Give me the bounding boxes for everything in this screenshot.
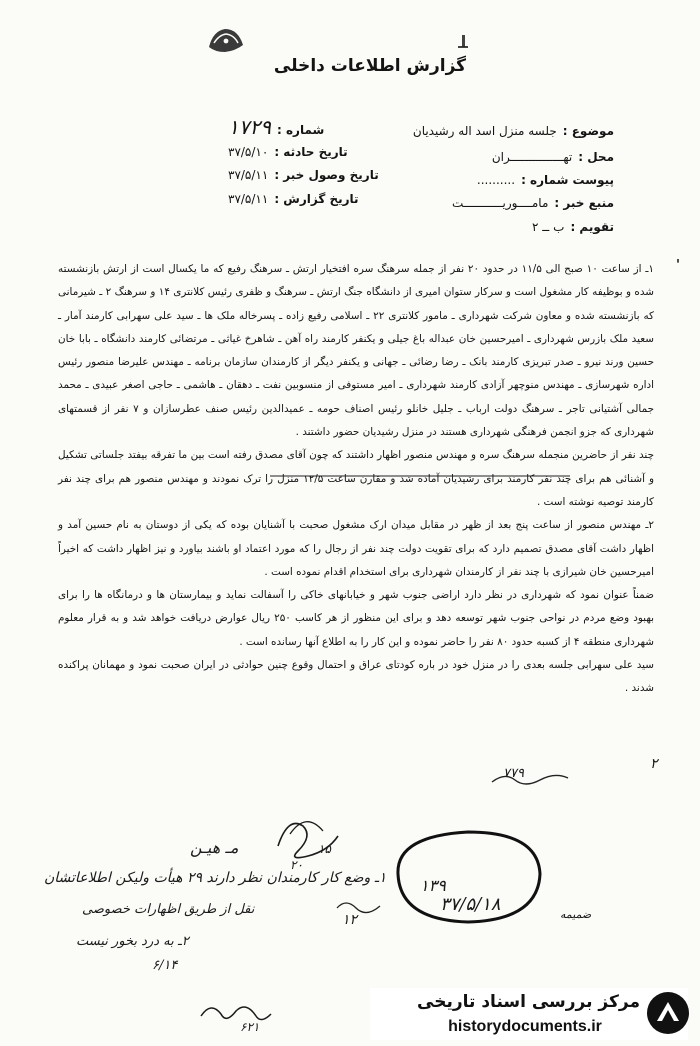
number-row	[228, 115, 324, 139]
handwritten-note-line2: نقل از طریق اظهارات خصوصی	[82, 902, 255, 917]
source-value: مامــــوریـــــــــــت	[452, 196, 549, 210]
evaluation-label: تقویم :	[570, 220, 614, 234]
handwritten-signature-sub: ۲۰	[290, 858, 303, 872]
event-date-label: تاریخ حادثه :	[274, 145, 348, 159]
evaluation-row	[532, 220, 614, 234]
margin-number: ۲	[650, 756, 658, 772]
signature-mark	[268, 806, 358, 876]
circled-date: ۳۷/۵/۱۸	[440, 894, 501, 915]
number-label: شماره :	[276, 123, 325, 137]
source-label: منبع خبر :	[554, 196, 614, 210]
document-title: گزارش اطلاعات داخلی	[273, 56, 467, 76]
place-label: محل :	[578, 150, 614, 164]
receipt-date-value: ۳۷/۵/۱۱	[228, 168, 269, 182]
report-date-value: ۳۷/۵/۱۱	[228, 192, 269, 206]
scribble-mark	[334, 896, 384, 916]
source-row	[452, 196, 614, 210]
receipt-date-row	[228, 168, 379, 182]
report-date-label: تاریخ گزارش :	[274, 192, 359, 206]
handwritten-signature-number: ۱۵	[318, 842, 331, 856]
emblem-stamp-icon	[205, 25, 247, 55]
attachments-value: ..........	[476, 173, 516, 187]
underline-mark	[270, 474, 570, 478]
report-paragraph: سید علی سهرابی جلسه بعدی را در منزل خود در باره کودتای عراق و احتمال وقوع چنین حوادثی در ایران صحبت نمود و مهمانان پراکنده شدند .	[58, 659, 654, 695]
watermark-persian-text: مرکز بررسی اسناد تاریخی	[417, 992, 640, 1012]
watermark-url: historydocuments.ir	[448, 1018, 602, 1035]
report-paragraph: چند نفر از حاضرین منجمله سرهنگ سره و مهندس منصور اظهار داشتند که چون آقای مصدق رفته است بین ما تفرقه بیفتد جلساتی تشکیل و آشنائی هم برای چند نفر کارمند برای رشیدیان آماده شد و مقارن ساعت ۱۲/۵ منزل را ترک نمودند و مهندس منصور هم برای چند نفر کارمند توصیه نوشته است .	[58, 449, 655, 508]
handwritten-date: ۶/۱۴	[152, 958, 178, 973]
circled-number: ۱۳۹	[420, 876, 446, 895]
report-date-row	[228, 192, 359, 206]
archive-logo-icon	[645, 990, 691, 1036]
report-body	[58, 258, 654, 701]
report-paragraph: ۲ـ مهندس منصور از ساعت پنج بعد از ظهر در مقابل میدان ارک مشغول صحبت با آشنایان بوده که یکی از دوستان به نام حسین آمد و اظهار داشت آقای مصدق تصمیم دارد که برای تقویت دولت چند نفر از رجال را که مورد اعتماد او باشند بیاورد و نیز اظهار داشت که اخیراً امیرحسین خان شیرازی با چند نفر از کارمندان شهرداری برای استخدام اقدام نموده است .	[58, 519, 654, 578]
subject-label: موضوع :	[562, 124, 614, 138]
receipt-date-label: تاریخ وصول خبر :	[274, 168, 379, 182]
place-row	[492, 150, 614, 164]
place-value: تهـــــــــــــــران	[491, 150, 573, 164]
event-date-row	[228, 145, 348, 159]
attachments-row	[477, 173, 614, 187]
handwritten-bottom-right-note: ضمیمه	[560, 908, 592, 921]
handwritten-note-line1: ۱ـ وضع کار کارمندان نظر دارند ۲۹ هیأت ولیکن اطلاعاتشان	[44, 870, 387, 886]
initials-mark	[196, 996, 276, 1036]
report-paragraph: ۱ـ از ساعت ۱۰ صبح الی ۱۱/۵ در حدود ۲۰ نفر از جمله سرهنگ سره افتخیار ارتش ـ سرهنگ رفیع که ما یکسال است از ارتش بازنشسته شده و بوظیفه کار مشغول است و سرکار ستوان امیری از دانشگاه جنگ ارتش ـ سرهنگ و ظفری رئیس کلانتری ۱۴ و سرهنگ ۲ ـ شیرمانی که بازنشسته شده و معاون شرکت شهرداری ـ مامور کلانتری ۲۲ ـ اسلامی رفیع زاده ـ پسرخاله ملک ها ـ سید علی سهرابی کارمند آمار ـ سعید ملک بازرس شهرداری ـ امیرحسین خان عبداله باغ جیلی و یکنفر کارمند راه آهن ـ شاهرخ غیاثی ـ مرتضائی کارمند دانشگاه ـ بابا خان حسین ورند نیرو ـ صدر تبریزی کارمند بانک ـ رضا رضائی ـ جهانی و یکنفر دیگر از کارمندان سازمان برنامه ـ مهندس علیرضا منصور رئیس اداره شهرسازی ـ مهندس منوچهر آزادی کارمند شهرداری ـ امیر مستوفی از منسوبین نفت ـ دهقان ـ هاشمی ـ حاجی اصغر عبیدی ـ محمد جمالی آشتیانی تاجر ـ سرهنگ دولت ارباب ـ جلیل خانلو رئیس اصناف حومه ـ عمیدالدین رئیس صنف عطرسازان و ۷ نفر از قسمتهای شهرداری که جزو انجمن فرهنگی شهرداری هستند در منزل رشیدیان حضور داشتند .	[58, 263, 654, 439]
handwritten-note-line3: ۲ـ به درد بخور نیست	[76, 934, 189, 949]
handwritten-right-mark: ۷۷۹	[503, 766, 524, 781]
handwritten-note-top: مـ هیـن	[190, 838, 239, 857]
report-paragraph: ضمناً عنوان نمود که شهرداری در نظر دارد اراضی جنوب شهر و خیابانهای خاکی را آسفالت نماید و بیمارستان ها و درمانگاه ها را برای بهبود وضع مردم در نواحی جنوب شهر توسعه دهد و برای این منظور از هر کاسب ۲۵۰ ریال عوارض دریافت خواهد شد و به قرار معلوم شهرداری منطقه ۴ از کسبه حدود ۸۰ نفر را حاضر نموده و این کار را به اطلاع آنها رسانده است .	[58, 589, 654, 648]
event-date-value: ۳۷/۵/۱۰	[228, 145, 269, 159]
scribble-mark	[490, 770, 570, 790]
handwritten-initials: ۶۲۱	[240, 1020, 260, 1034]
paragraph-marker: '	[676, 258, 680, 273]
subject-row	[413, 124, 614, 138]
handwritten-center-note: ۱۲	[342, 912, 358, 928]
evaluation-value: ب ــ ۲	[532, 220, 565, 234]
subject-value: جلسه منزل اسد اله رشیدیان	[412, 124, 557, 138]
attachments-label: پیوست شماره :	[521, 173, 614, 187]
number-value: ۱۷۲۹	[228, 115, 271, 139]
